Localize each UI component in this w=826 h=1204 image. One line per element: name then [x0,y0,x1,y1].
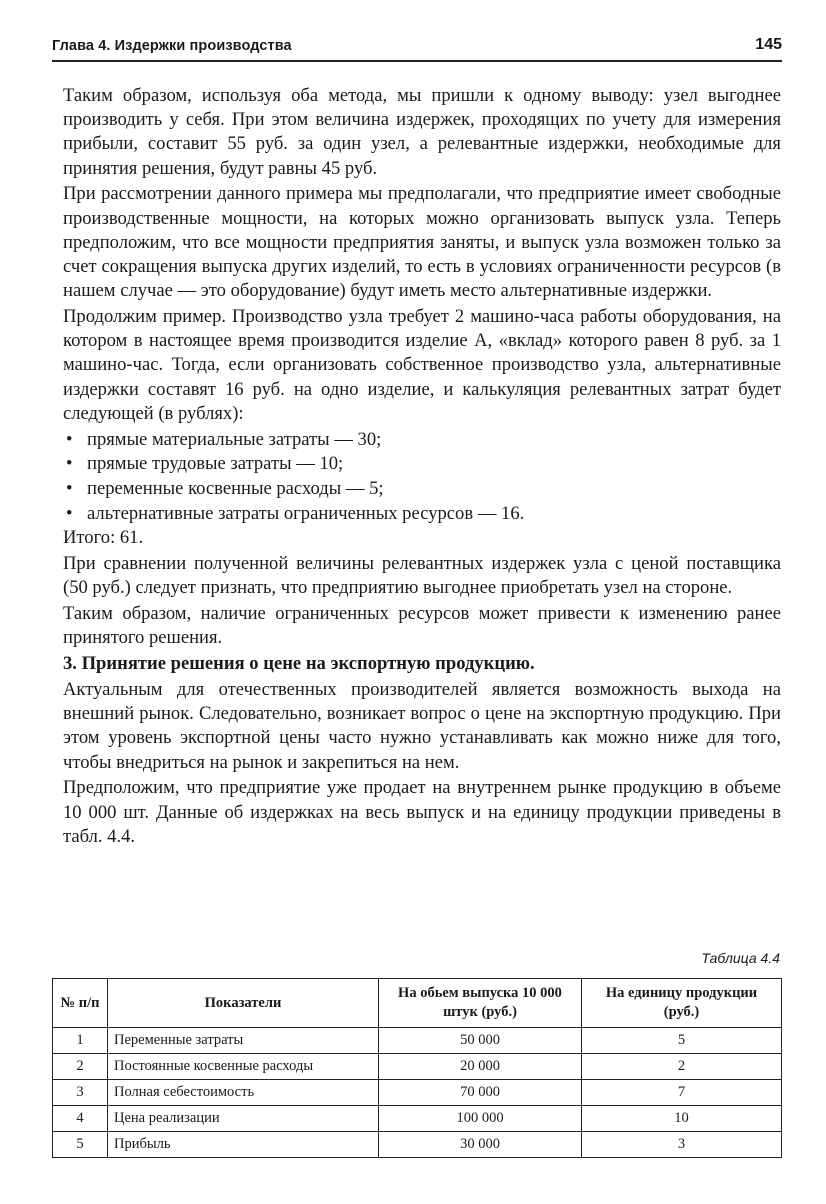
cell-indicator: Прибыль [108,1132,379,1158]
bullet-icon: • [66,502,73,524]
costs-table [52,978,782,1158]
table-row [53,1106,782,1132]
cell-total: 50 000 [379,1028,582,1054]
cell-num: 5 [53,1132,108,1158]
paragraph-3: Продолжим пример. Производство узла требует 2 машино-часа работы оборудования, на котором в настоящее время производится изделие А, «вклад» которого равен 8 руб. за 1 машино-час. Тогда, если организовать собственное производство узла, альтернативные издержки составят 16 руб. на одно изделие, и калькуляция релевантных затрат будет следующей (в рублях): [63,306,781,424]
header-indicator: Показатели [108,979,379,1028]
table-row [53,1080,782,1106]
cell-num: 3 [53,1080,108,1106]
chapter-title: Глава 4. Издержки производства [52,38,292,54]
cell-total: 100 000 [379,1106,582,1132]
body-text [63,84,781,851]
bullet-icon: • [66,478,73,500]
cell-unit: 10 [582,1106,782,1132]
paragraph-1: Таким образом, используя оба метода, мы пришли к одному выводу: узел выгоднее производить у себя. При этом величина издержек, проходящих по учету для измерения прибыли, составит 55 руб. за один узел, а релевантные издержки, необходимые для принятия решения, будут равны 45 руб. [63,85,781,179]
cell-total: 70 000 [379,1080,582,1106]
cell-indicator: Полная себестоимость [108,1080,379,1106]
page-number: 145 [755,36,782,53]
bullet-icon: • [66,453,73,475]
paragraph-2: При рассмотрении данного примера мы предполагали, что предприятие имеет свободные производственные мощности, на которых можно организовать выпуск узла. Теперь предположим, что все мощности предприятия заняты, и выпуск узла возможен только за счет сокращения выпуска других изделий, то есть в условиях ограниченности ресурсов (в нашем случае — это оборудование) будут иметь место альтернативные издержки. [63,183,781,302]
cost-bullet-list [63,428,781,526]
section-heading: 3. Принятие решения о цене на экспортную продукцию. [63,653,535,675]
paragraph-4: При сравнении полученной величины релевантных издержек узла с ценой поставщика (50 руб.) следует признать, что предприятию выгоднее приобретать узел на стороне. [63,553,781,599]
header-total: На обьем выпуска 10 000 штук (руб.) [379,979,582,1028]
cell-num: 1 [53,1028,108,1054]
header-unit: На единицу продукции (руб.) [582,979,782,1028]
list-item: • переменные косвенные расходы — 5; [63,477,781,501]
list-item: • прямые материальные затраты — 30; [63,428,781,452]
bullet-icon: • [66,428,73,450]
table-caption: Таблица 4.4 [701,950,780,966]
cell-num: 2 [53,1054,108,1080]
list-item: • прямые трудовые затраты — 10; [63,452,781,476]
cell-indicator: Переменные затраты [108,1028,379,1054]
total-line: Итого: 61. [63,527,144,549]
cell-indicator: Постоянные косвенные расходы [108,1054,379,1080]
page-header [52,38,782,62]
paragraph-7: Предположим, что предприятие уже продает на внутреннем рынке продукцию в объеме 10 000 шт. Данные об издержках на весь выпуск и на единицу продукции приведены в табл. 4.4. [63,777,781,847]
table-row [53,1028,782,1054]
table-row [53,1132,782,1158]
paragraph-5: Таким образом, наличие ограниченных ресурсов может привести к изменению ранее принятого решения. [63,603,781,649]
list-item: • альтернативные затраты ограниченных ресурсов — 16. [63,502,781,526]
cell-total: 20 000 [379,1054,582,1080]
cell-unit: 5 [582,1028,782,1054]
cell-unit: 2 [582,1054,782,1080]
table-row [53,1054,782,1080]
cell-num: 4 [53,1106,108,1132]
cell-unit: 7 [582,1080,782,1106]
paragraph-6: Актуальным для отечественных производителей является возможность выхода на внешний рынок. Следовательно, возникает вопрос о цене на экспортную продукцию. При этом уровень экспортной цены часто нужно устанавливать как можно ниже для того, чтобы внедриться на рынок и закрепиться на нем. [63,679,781,773]
header-num: № п/п [53,979,108,1028]
cell-indicator: Цена реализации [108,1106,379,1132]
table-header-row [53,979,782,1028]
cell-unit: 3 [582,1132,782,1158]
cell-total: 30 000 [379,1132,582,1158]
